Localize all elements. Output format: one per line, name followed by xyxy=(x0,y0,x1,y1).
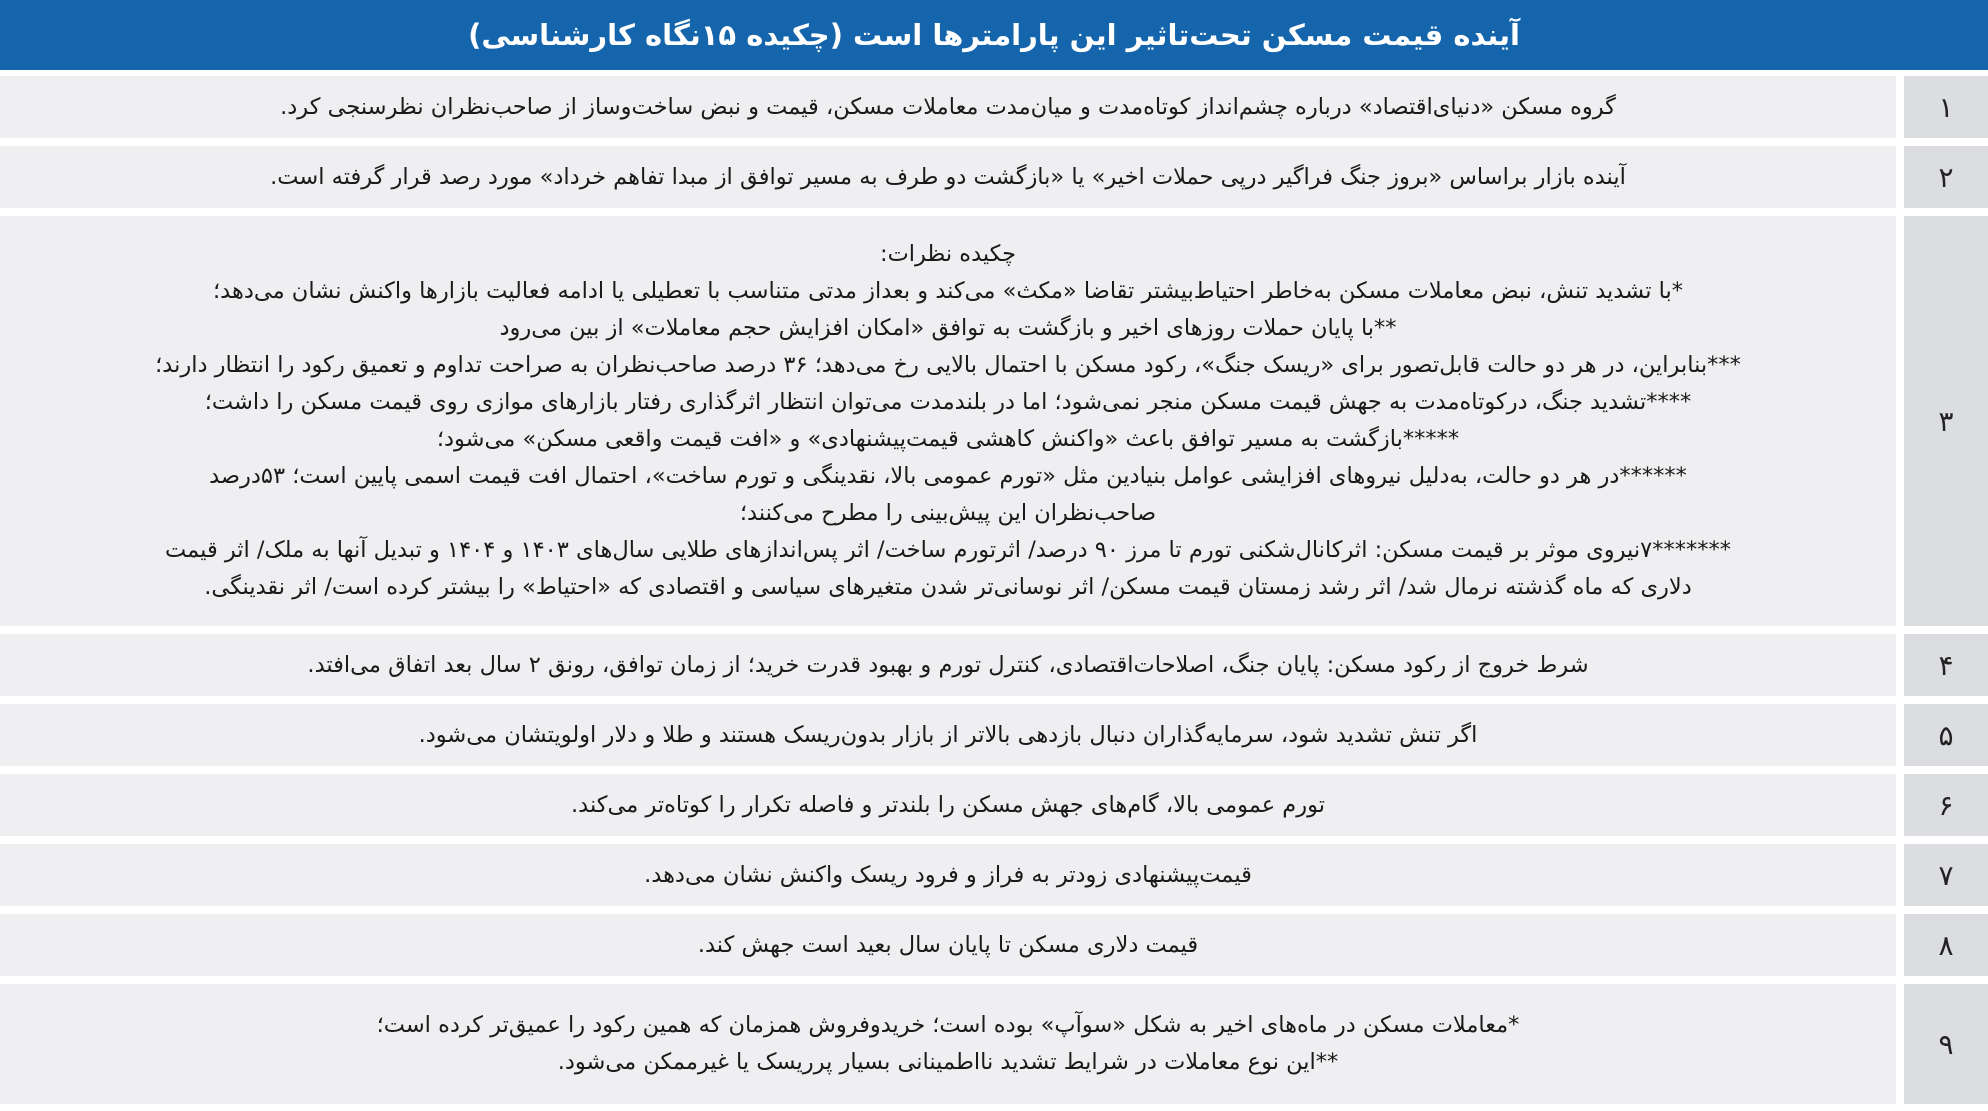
table-row xyxy=(0,146,1988,208)
row-text xyxy=(0,216,1896,626)
table-title-text: آینده قیمت مسکن تحت‌تاثیر این پارامترها است (چکیده ۱۵نگاه کارشناسی) xyxy=(468,18,1520,52)
row-line: گروه مسکن «دنیای‌اقتصاد» درباره چشم‌انداز کوتاه‌مدت و میان‌مدت معاملات مسکن، قیمت و نبض ساخت‌وساز از صاحب‌نظران نظرسنجی کرد. xyxy=(280,93,1616,120)
row-line: *****بازگشت به مسیر توافق باعث «واکنش کاهشی قیمت‌پیشنهادی» و «افت قیمت واقعی مسکن» می‌شود؛ xyxy=(436,426,1460,452)
row-text xyxy=(0,704,1896,766)
row-line: شرط خروج از رکود مسکن: پایان جنگ، اصلاحات‌اقتصادی، کنترل تورم و بهبود قدرت خرید؛ از زمان توافق، رونق ۲ سال بعد اتفاق می‌افتد. xyxy=(307,651,1589,678)
row-line: اگر تنش تشدید شود، سرمایه‌گذاران دنبال بازدهی بالاتر از بازار بدون‌ریسک هستند و طلا و دلار اولویتشان می‌شود. xyxy=(418,721,1478,748)
table-row xyxy=(0,774,1988,836)
row-line: صاحب‌نظران این پیش‌بینی را مطرح می‌کنند؛ xyxy=(739,500,1157,526)
row-number: ۳ xyxy=(1904,216,1988,626)
row-number: ۱ xyxy=(1904,76,1988,138)
row-line: **این نوع معاملات در شرایط تشدید نااطمینانی بسیار پرریسک یا غیرممکن می‌شود. xyxy=(557,1049,1339,1075)
row-text xyxy=(0,76,1896,138)
row-number: ۶ xyxy=(1904,774,1988,836)
row-text xyxy=(0,984,1896,1104)
table-row xyxy=(0,914,1988,976)
row-number: ۸ xyxy=(1904,914,1988,976)
row-line: *معاملات مسکن در ماه‌های اخیر به شکل «سوآپ» بوده است؛ خریدوفروش همزمان که همین رکود را عمیق‌تر کرده است؛ xyxy=(376,1012,1520,1038)
row-text xyxy=(0,634,1896,696)
row-line: قیمت‌پیشنهادی زودتر به فراز و فرود ریسک واکنش نشان می‌دهد. xyxy=(644,861,1252,888)
row-line: تورم عمومی بالا، گام‌های جهش مسکن را بلندتر و فاصله تکرار را کوتاه‌تر می‌کند. xyxy=(571,791,1325,818)
table-row xyxy=(0,76,1988,138)
row-number: ۵ xyxy=(1904,704,1988,766)
table-row xyxy=(0,984,1988,1104)
row-text xyxy=(0,146,1896,208)
table-row xyxy=(0,844,1988,906)
row-line: چکیده نظرات: xyxy=(879,241,1017,267)
row-number: ۲ xyxy=(1904,146,1988,208)
row-number: ۹ xyxy=(1904,984,1988,1104)
table-title xyxy=(0,0,1988,70)
row-line: *با تشدید تنش، نبض معاملات مسکن به‌خاطر احتیاط‌بیشتر تقاضا «مکث» می‌کند و بعداز مدتی متناسب با تعطیلی یا ادامه فعالیت بازارها واکنش نشان می‌دهد؛ xyxy=(213,278,1683,304)
row-line: ******در هر دو حالت، به‌دلیل نیروهای افزایشی عوامل بنیادین مثل «تورم عمومی بالا، نقدینگی و تورم ساخت»، احتمال افت قیمت اسمی پایین است؛ ۵۳درصد xyxy=(209,463,1687,489)
row-number: ۷ xyxy=(1904,844,1988,906)
row-line: ***بنابراین، در هر دو حالت قابل‌تصور برای «ریسک جنگ»، رکود مسکن با احتمال بالایی رخ می‌دهد؛ ۳۶ درصد صاحب‌نظران به صراحت تداوم و تعمیق رکود را انتظار دارند؛ xyxy=(155,352,1741,378)
row-text xyxy=(0,774,1896,836)
row-line: **با پایان حملات روزهای اخیر و بازگشت به توافق «امکان افزایش حجم معاملات» از بین می‌رود xyxy=(499,315,1397,341)
row-line: ****تشدید جنگ، درکوتاه‌مدت به جهش قیمت مسکن منجر نمی‌شود؛ اما در بلندمدت می‌توان انتظار اثرگذاری رفتار بازارهای موازی روی قیمت مسکن را داشت؛ xyxy=(204,389,1692,415)
row-line: آینده بازار براساس «بروز جنگ فراگیر درپی حملات اخیر» یا «بازگشت دو طرف به مسیر توافق از مبدا تفاهم خرداد» مورد رصد قرار گرفته است. xyxy=(270,163,1626,190)
row-line: قیمت دلاری مسکن تا پایان سال بعید است جهش کند. xyxy=(697,931,1199,958)
row-text xyxy=(0,844,1896,906)
row-line: *******۷نیروی موثر بر قیمت مسکن: اثرکانال‌شکنی تورم تا مرز ۹۰ درصد/ اثرتورم ساخت/ اثر پس‌اندازهای طلایی سال‌های ۱۴۰۳ و ۱۴۰۴ و تبدیل آنها به ملک/ اثر قیمت xyxy=(165,537,1731,563)
row-text xyxy=(0,914,1896,976)
table-row xyxy=(0,704,1988,766)
row-number: ۴ xyxy=(1904,634,1988,696)
row-line: دلاری که ماه گذشته نرمال شد/ اثر رشد زمستان قیمت مسکن/ اثر نوسانی‌تر شدن متغیرهای سیاسی و اقتصادی که «احتیاط» را بیشتر کرده است/ اثر نقدینگی. xyxy=(204,574,1692,600)
table-row xyxy=(0,634,1988,696)
table-row xyxy=(0,216,1988,626)
